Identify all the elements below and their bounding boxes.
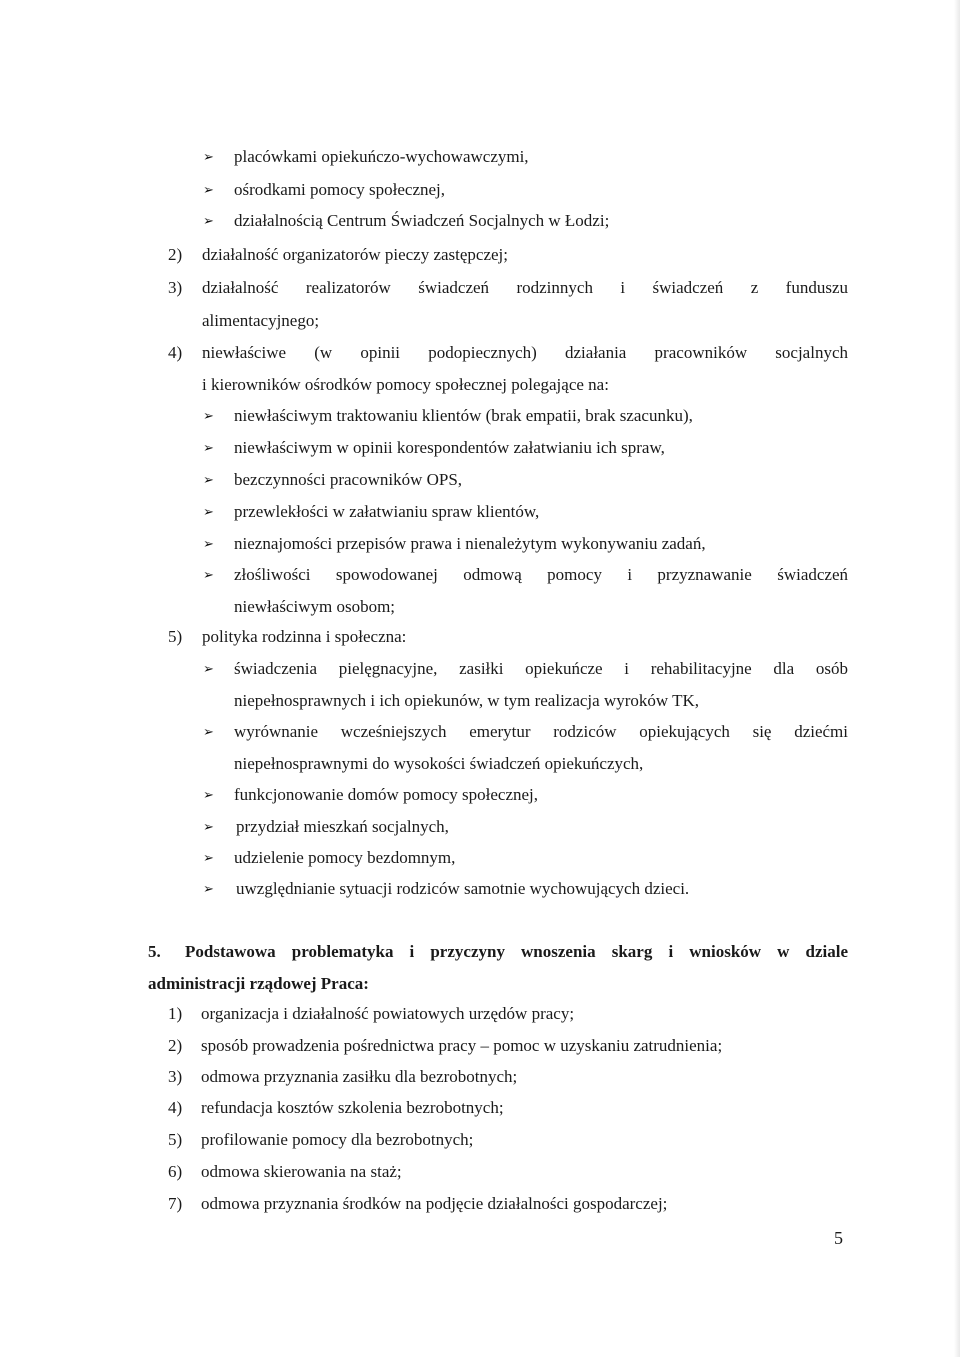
bullet-arrow-icon: ➢ [203, 440, 214, 455]
list-item: niewłaściwe (w opinii podopiecznych) działania pracowników socjalnych [202, 343, 848, 362]
section-heading-continuation: administracji rządowej Praca: [148, 974, 369, 993]
section-heading: Podstawowa problematyka i przyczyny wnoszenia skarg i wniosków w dziale [185, 942, 848, 961]
bullet-arrow-icon: ➢ [203, 536, 214, 551]
list-item: polityka rodzinna i społeczna: [202, 627, 407, 646]
item-number: 2) [168, 245, 183, 264]
page-number: 5 [834, 1228, 843, 1248]
list-item: refundacja kosztów szkolenia bezrobotnych; [201, 1098, 504, 1117]
bullet-arrow-icon: ➢ [203, 213, 214, 228]
list-item: działalność realizatorów świadczeń rodzinnych i świadczeń z funduszu [202, 278, 848, 297]
item-number: 7) [168, 1194, 183, 1213]
section-number: 5. [148, 942, 161, 961]
item-number: 6) [168, 1162, 183, 1181]
list-item: placówkami opiekuńczo-wychowawczymi, [234, 147, 529, 166]
bullet-arrow-icon: ➢ [203, 504, 214, 519]
bullet-arrow-icon: ➢ [203, 472, 214, 487]
list-item: niewłaściwym w opinii korespondentów załatwianiu ich spraw, [234, 438, 665, 457]
item-number: 2) [168, 1036, 183, 1055]
item-number: 4) [168, 343, 183, 362]
list-item: ośrodkami pomocy społecznej, [234, 180, 446, 199]
bullet-arrow-icon: ➢ [203, 567, 214, 582]
list-item: działalnością Centrum Świadczeń Socjalnych w Łodzi; [234, 211, 610, 230]
item-number: 1) [168, 1004, 183, 1023]
list-item: uwzględnianie sytuacji rodziców samotnie wychowujących dzieci. [236, 879, 690, 898]
list-item: przydział mieszkań socjalnych, [236, 817, 449, 836]
bullet-arrow-icon: ➢ [203, 881, 214, 896]
scan-edge-shadow [954, 0, 960, 1357]
item-number: 5) [168, 1130, 183, 1149]
list-item: sposób prowadzenia pośrednictwa pracy – pomoc w uzyskaniu zatrudnienia; [201, 1036, 723, 1055]
list-item: bezczynności pracowników OPS, [234, 470, 463, 489]
list-item-continuation: niepełnosprawnymi do wysokości świadczeń opiekuńczych, [234, 754, 644, 773]
list-item: odmowa skierowania na staż; [201, 1162, 402, 1181]
list-item: odmowa przyznania zasiłku dla bezrobotnych; [201, 1067, 518, 1086]
list-item: przewlekłości w załatwianiu spraw klientów, [234, 502, 540, 521]
item-number: 3) [168, 1067, 183, 1086]
item-number: 5) [168, 627, 183, 646]
list-item-continuation: alimentacyjnego; [202, 311, 320, 330]
bullet-arrow-icon: ➢ [203, 819, 214, 834]
list-item: organizacja i działalność powiatowych urzędów pracy; [201, 1004, 575, 1023]
bullet-arrow-icon: ➢ [203, 724, 214, 739]
list-item-continuation: niewłaściwym osobom; [234, 597, 396, 616]
bullet-arrow-icon: ➢ [203, 149, 214, 164]
bullet-arrow-icon: ➢ [203, 182, 214, 197]
list-item: funkcjonowanie domów pomocy społecznej, [234, 785, 539, 804]
bullet-arrow-icon: ➢ [203, 661, 214, 676]
list-item-continuation: i kierowników ośrodków pomocy społecznej polegające na: [202, 375, 609, 394]
list-item: profilowanie pomocy dla bezrobotnych; [201, 1130, 474, 1149]
bullet-arrow-icon: ➢ [203, 408, 214, 423]
list-item: niewłaściwym traktowaniu klientów (brak empatii, brak szacunku), [234, 406, 693, 425]
list-item-continuation: niepełnosprawnych i ich opiekunów, w tym realizacja wyroków TK, [234, 691, 700, 710]
list-item: nieznajomości przepisów prawa i nienależytym wykonywaniu zadań, [234, 534, 706, 553]
bullet-arrow-icon: ➢ [203, 787, 214, 802]
item-number: 3) [168, 278, 183, 297]
item-number: 4) [168, 1098, 183, 1117]
list-item: wyrównanie wcześniejszych emerytur rodziców opiekujących się dziećmi [234, 722, 848, 741]
bullet-arrow-icon: ➢ [203, 850, 214, 865]
list-item: złośliwości spowodowanej odmową pomocy i przyznawanie świadczeń [234, 565, 848, 584]
list-item: odmowa przyznania środków na podjęcie działalności gospodarczej; [201, 1194, 668, 1213]
list-item: świadczenia pielęgnacyjne, zasiłki opiekuńcze i rehabilitacyjne dla osób [234, 659, 848, 678]
list-item: działalność organizatorów pieczy zastępczej; [202, 245, 509, 264]
list-item: udzielenie pomocy bezdomnym, [234, 848, 456, 867]
